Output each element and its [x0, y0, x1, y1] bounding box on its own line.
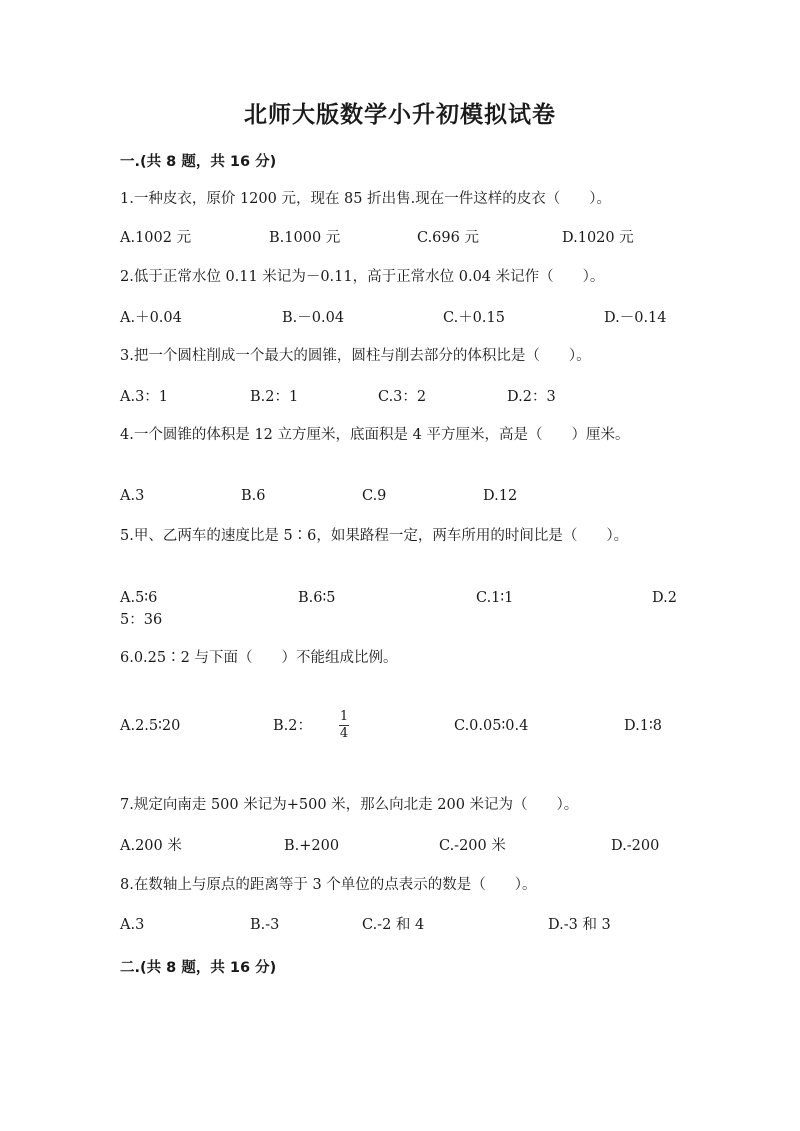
- options-8: [0, 915, 800, 959]
- option-a: A.3：1: [120, 389, 169, 405]
- options-6: [0, 709, 800, 760]
- option-d: D.2: [652, 590, 677, 606]
- option-c: C.696 元: [417, 230, 479, 246]
- option-a: A.＋0.04: [120, 310, 182, 326]
- option-c: C.0.05∶0.4: [454, 718, 529, 734]
- options-5: [0, 588, 800, 632]
- option-d: D.1∶8: [624, 718, 662, 734]
- option-b: B.2：1: [250, 389, 299, 405]
- option-d: D.-200: [611, 838, 660, 854]
- option-c: C.9: [362, 488, 387, 504]
- option-a: A.200 米: [120, 838, 182, 854]
- option-a: A.2.5∶20: [120, 718, 181, 734]
- option-c: C.＋0.15: [443, 310, 505, 326]
- fraction-denominator: 4: [339, 726, 349, 741]
- option-a: A.1002 元: [120, 230, 192, 246]
- option-d-continuation: 5：36: [120, 612, 163, 628]
- option-a: A.5∶6: [120, 590, 158, 606]
- option-d: D.－0.14: [604, 310, 667, 326]
- option-d: D.12: [483, 488, 518, 504]
- question-3: 3.把一个圆柱削成一个最大的圆锥，圆柱与削去部分的体积比是（ ）。: [120, 348, 591, 364]
- option-d: D.2：3: [507, 389, 556, 405]
- question-2: 2.低于正常水位 0.11 米记为－0.11，高于正常水位 0.04 米记作（ ）。: [120, 269, 605, 285]
- option-a: A.3: [120, 488, 145, 504]
- section-heading-1: 一.(共 8 题，共 16 分): [120, 154, 277, 170]
- option-b: B.-3: [250, 917, 280, 933]
- question-5: 5.甲、乙两车的速度比是 5∶6，如果路程一定，两车所用的时间比是（ ）。: [120, 528, 629, 544]
- option-c: C.-2 和 4: [362, 917, 425, 933]
- option-b: B.+200: [284, 838, 340, 854]
- option-a: A.3: [120, 917, 145, 933]
- option-d: D.-3 和 3: [548, 917, 611, 933]
- fraction-one-quarter: [337, 710, 351, 741]
- question-1: 1.一种皮衣，原价 1200 元，现在 85 折出售.现在一件这样的皮衣（ ）。: [120, 191, 611, 207]
- options-4: [0, 486, 800, 530]
- option-c: C.3：2: [378, 389, 427, 405]
- section-heading-2: 二.(共 8 题，共 16 分): [120, 960, 277, 976]
- question-6: 6.0.25∶2 与下面（ ）不能组成比例。: [120, 650, 398, 666]
- option-b: B.6∶5: [298, 590, 336, 606]
- option-b: B.6: [241, 488, 266, 504]
- option-c: C.1∶1: [476, 590, 514, 606]
- option-b: B.1000 元: [269, 230, 341, 246]
- fraction-numerator: 1: [339, 709, 349, 724]
- question-4: 4.一个圆锥的体积是 12 立方厘米，底面积是 4 平方厘米，高是（ ）厘米。: [120, 427, 630, 443]
- option-b: B.2：: [273, 718, 312, 734]
- question-8: 8.在数轴上与原点的距离等于 3 个单位的点表示的数是（ ）。: [120, 877, 537, 893]
- option-b: B.－0.04: [282, 310, 345, 326]
- option-c: C.-200 米: [439, 838, 506, 854]
- option-d: D.1020 元: [562, 230, 634, 246]
- question-7: 7.规定向南走 500 米记为+500 米，那么向北走 200 米记为（ ）。: [120, 797, 579, 813]
- page-title: 北师大版数学小升初模拟试卷: [244, 102, 556, 128]
